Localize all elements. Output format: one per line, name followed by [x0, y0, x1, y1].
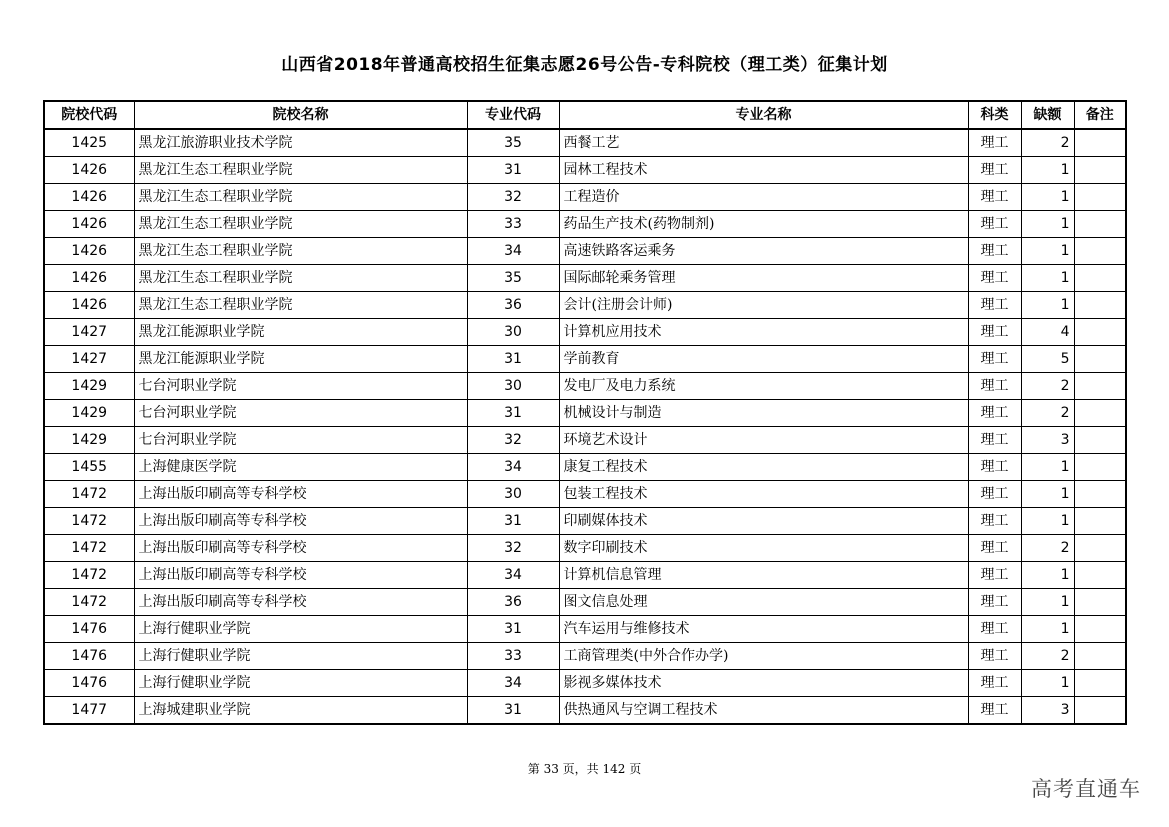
cell-major-code: 30	[467, 373, 559, 400]
cell-major-name: 图文信息处理	[559, 589, 968, 616]
table-header-row	[44, 101, 1126, 129]
cell-vacancy: 2	[1021, 129, 1074, 157]
header-school-name: 院校名称	[134, 101, 467, 129]
table-row	[44, 427, 1126, 454]
table-row	[44, 238, 1126, 265]
cell-school-name: 七台河职业学院	[134, 400, 467, 427]
cell-major-name: 园林工程技术	[559, 157, 968, 184]
table-row	[44, 129, 1126, 157]
cell-major-code: 34	[467, 562, 559, 589]
cell-remark	[1074, 157, 1126, 184]
table-row	[44, 616, 1126, 643]
table-row	[44, 400, 1126, 427]
cell-school-name: 上海行健职业学院	[134, 643, 467, 670]
cell-vacancy: 1	[1021, 454, 1074, 481]
table-row	[44, 211, 1126, 238]
cell-category: 理工	[968, 292, 1021, 319]
cell-major-code: 34	[467, 238, 559, 265]
cell-school-name: 黑龙江生态工程职业学院	[134, 211, 467, 238]
cell-school-code: 1426	[44, 184, 134, 211]
page-title: 山西省2018年普通高校招生征集志愿26号公告-专科院校（理工类）征集计划	[281, 55, 888, 75]
cell-category: 理工	[968, 589, 1021, 616]
cell-remark	[1074, 670, 1126, 697]
cell-major-code: 34	[467, 670, 559, 697]
table-row	[44, 670, 1126, 697]
cell-major-name: 工程造价	[559, 184, 968, 211]
cell-remark	[1074, 184, 1126, 211]
cell-school-code: 1426	[44, 292, 134, 319]
cell-major-name: 发电厂及电力系统	[559, 373, 968, 400]
table-row	[44, 562, 1126, 589]
cell-school-code: 1426	[44, 238, 134, 265]
cell-school-name: 黑龙江生态工程职业学院	[134, 157, 467, 184]
cell-category: 理工	[968, 643, 1021, 670]
cell-school-code: 1426	[44, 265, 134, 292]
cell-school-name: 上海城建职业学院	[134, 697, 467, 725]
cell-school-code: 1472	[44, 481, 134, 508]
cell-vacancy: 1	[1021, 481, 1074, 508]
cell-school-name: 上海出版印刷高等专科学校	[134, 535, 467, 562]
cell-school-code: 1427	[44, 346, 134, 373]
cell-category: 理工	[968, 670, 1021, 697]
cell-vacancy: 3	[1021, 697, 1074, 725]
cell-major-name: 康复工程技术	[559, 454, 968, 481]
cell-remark	[1074, 211, 1126, 238]
cell-major-name: 计算机信息管理	[559, 562, 968, 589]
cell-school-code: 1429	[44, 373, 134, 400]
cell-school-name: 黑龙江能源职业学院	[134, 346, 467, 373]
cell-major-code: 32	[467, 427, 559, 454]
cell-major-name: 药品生产技术(药物制剂)	[559, 211, 968, 238]
header-school-code: 院校代码	[44, 101, 134, 129]
cell-remark	[1074, 238, 1126, 265]
cell-major-code: 33	[467, 643, 559, 670]
table-body	[44, 129, 1126, 724]
cell-remark	[1074, 373, 1126, 400]
cell-major-code: 34	[467, 454, 559, 481]
cell-school-code: 1472	[44, 562, 134, 589]
cell-remark	[1074, 265, 1126, 292]
cell-major-code: 30	[467, 319, 559, 346]
table-row	[44, 346, 1126, 373]
cell-major-name: 学前教育	[559, 346, 968, 373]
cell-school-name: 七台河职业学院	[134, 427, 467, 454]
cell-school-name: 上海行健职业学院	[134, 616, 467, 643]
cell-remark	[1074, 400, 1126, 427]
cell-remark	[1074, 616, 1126, 643]
cell-school-name: 上海出版印刷高等专科学校	[134, 508, 467, 535]
cell-school-name: 黑龙江生态工程职业学院	[134, 184, 467, 211]
cell-category: 理工	[968, 562, 1021, 589]
cell-vacancy: 2	[1021, 535, 1074, 562]
cell-major-name: 印刷媒体技术	[559, 508, 968, 535]
cell-school-name: 黑龙江生态工程职业学院	[134, 265, 467, 292]
cell-major-name: 西餐工艺	[559, 129, 968, 157]
cell-vacancy: 1	[1021, 616, 1074, 643]
cell-major-code: 31	[467, 616, 559, 643]
cell-major-code: 31	[467, 697, 559, 725]
cell-remark	[1074, 535, 1126, 562]
cell-major-code: 32	[467, 184, 559, 211]
table-row	[44, 265, 1126, 292]
cell-major-name: 数字印刷技术	[559, 535, 968, 562]
cell-major-name: 国际邮轮乘务管理	[559, 265, 968, 292]
table-row	[44, 508, 1126, 535]
cell-school-name: 上海出版印刷高等专科学校	[134, 562, 467, 589]
cell-school-code: 1455	[44, 454, 134, 481]
cell-remark	[1074, 643, 1126, 670]
cell-category: 理工	[968, 616, 1021, 643]
cell-category: 理工	[968, 508, 1021, 535]
table-row	[44, 643, 1126, 670]
cell-major-code: 35	[467, 265, 559, 292]
cell-school-name: 黑龙江旅游职业技术学院	[134, 129, 467, 157]
cell-vacancy: 1	[1021, 562, 1074, 589]
cell-category: 理工	[968, 319, 1021, 346]
cell-major-name: 环境艺术设计	[559, 427, 968, 454]
cell-school-name: 上海出版印刷高等专科学校	[134, 481, 467, 508]
cell-major-code: 32	[467, 535, 559, 562]
cell-major-name: 汽车运用与维修技术	[559, 616, 968, 643]
cell-vacancy: 2	[1021, 643, 1074, 670]
cell-school-name: 上海行健职业学院	[134, 670, 467, 697]
cell-school-code: 1426	[44, 211, 134, 238]
cell-category: 理工	[968, 238, 1021, 265]
cell-major-code: 31	[467, 400, 559, 427]
cell-category: 理工	[968, 265, 1021, 292]
cell-category: 理工	[968, 373, 1021, 400]
cell-category: 理工	[968, 157, 1021, 184]
watermark: 高考直通车	[1031, 777, 1141, 801]
cell-vacancy: 2	[1021, 373, 1074, 400]
cell-remark	[1074, 562, 1126, 589]
table-row	[44, 589, 1126, 616]
cell-major-code: 35	[467, 129, 559, 157]
cell-vacancy: 1	[1021, 265, 1074, 292]
cell-category: 理工	[968, 211, 1021, 238]
cell-vacancy: 1	[1021, 292, 1074, 319]
page-footer: 第 33 页，共 142 页	[527, 762, 642, 776]
cell-school-code: 1427	[44, 319, 134, 346]
enrollment-table	[43, 100, 1127, 725]
cell-major-name: 工商管理类(中外合作办学)	[559, 643, 968, 670]
cell-category: 理工	[968, 184, 1021, 211]
cell-category: 理工	[968, 400, 1021, 427]
cell-school-code: 1426	[44, 157, 134, 184]
table-row	[44, 157, 1126, 184]
cell-school-name: 黑龙江生态工程职业学院	[134, 238, 467, 265]
cell-school-code: 1476	[44, 616, 134, 643]
cell-school-code: 1476	[44, 643, 134, 670]
cell-major-name: 供热通风与空调工程技术	[559, 697, 968, 725]
header-major-name: 专业名称	[559, 101, 968, 129]
header-category: 科类	[968, 101, 1021, 129]
cell-school-code: 1425	[44, 129, 134, 157]
cell-major-code: 31	[467, 157, 559, 184]
cell-school-code: 1477	[44, 697, 134, 725]
table-row	[44, 454, 1126, 481]
cell-vacancy: 2	[1021, 400, 1074, 427]
cell-category: 理工	[968, 697, 1021, 725]
cell-vacancy: 1	[1021, 589, 1074, 616]
cell-major-code: 36	[467, 589, 559, 616]
cell-school-code: 1472	[44, 535, 134, 562]
cell-remark	[1074, 508, 1126, 535]
header-vacancy: 缺额	[1021, 101, 1074, 129]
cell-vacancy: 3	[1021, 427, 1074, 454]
table-row	[44, 319, 1126, 346]
cell-major-name: 包装工程技术	[559, 481, 968, 508]
cell-remark	[1074, 589, 1126, 616]
cell-remark	[1074, 346, 1126, 373]
cell-school-code: 1472	[44, 589, 134, 616]
cell-major-name: 计算机应用技术	[559, 319, 968, 346]
cell-category: 理工	[968, 481, 1021, 508]
table-row	[44, 481, 1126, 508]
cell-category: 理工	[968, 346, 1021, 373]
cell-major-name: 影视多媒体技术	[559, 670, 968, 697]
cell-school-name: 黑龙江能源职业学院	[134, 319, 467, 346]
cell-category: 理工	[968, 129, 1021, 157]
cell-major-name: 高速铁路客运乘务	[559, 238, 968, 265]
cell-major-code: 31	[467, 508, 559, 535]
header-remark: 备注	[1074, 101, 1126, 129]
cell-category: 理工	[968, 535, 1021, 562]
cell-school-name: 七台河职业学院	[134, 373, 467, 400]
table-row	[44, 292, 1126, 319]
cell-remark	[1074, 427, 1126, 454]
cell-school-name: 黑龙江生态工程职业学院	[134, 292, 467, 319]
cell-major-code: 31	[467, 346, 559, 373]
cell-vacancy: 1	[1021, 238, 1074, 265]
cell-school-code: 1429	[44, 427, 134, 454]
cell-remark	[1074, 319, 1126, 346]
cell-remark	[1074, 454, 1126, 481]
cell-category: 理工	[968, 427, 1021, 454]
cell-remark	[1074, 697, 1126, 725]
cell-school-name: 上海健康医学院	[134, 454, 467, 481]
cell-vacancy: 1	[1021, 508, 1074, 535]
cell-category: 理工	[968, 454, 1021, 481]
cell-vacancy: 1	[1021, 157, 1074, 184]
header-major-code: 专业代码	[467, 101, 559, 129]
cell-major-code: 36	[467, 292, 559, 319]
table-row	[44, 184, 1126, 211]
cell-remark	[1074, 292, 1126, 319]
cell-remark	[1074, 129, 1126, 157]
cell-school-code: 1429	[44, 400, 134, 427]
cell-major-code: 33	[467, 211, 559, 238]
table-row	[44, 697, 1126, 725]
cell-school-name: 上海出版印刷高等专科学校	[134, 589, 467, 616]
cell-vacancy: 5	[1021, 346, 1074, 373]
cell-vacancy: 4	[1021, 319, 1074, 346]
table-row	[44, 535, 1126, 562]
cell-vacancy: 1	[1021, 670, 1074, 697]
cell-major-name: 机械设计与制造	[559, 400, 968, 427]
cell-school-code: 1472	[44, 508, 134, 535]
cell-school-code: 1476	[44, 670, 134, 697]
cell-major-name: 会计(注册会计师)	[559, 292, 968, 319]
cell-major-code: 30	[467, 481, 559, 508]
cell-vacancy: 1	[1021, 211, 1074, 238]
cell-vacancy: 1	[1021, 184, 1074, 211]
cell-remark	[1074, 481, 1126, 508]
table-row	[44, 373, 1126, 400]
